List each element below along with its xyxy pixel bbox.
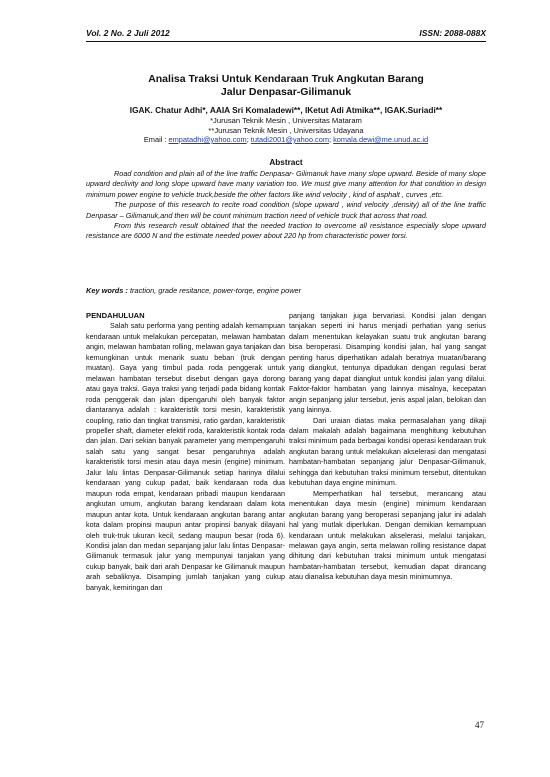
email-line	[86, 135, 486, 144]
email-link-3[interactable]: komala.dewi@me.unud.ac.id	[333, 135, 429, 144]
keywords-label: Key words :	[86, 286, 128, 295]
abstract-heading: Abstract	[269, 158, 303, 167]
abstract-paragraph: From this research result obtained that the needed traction to overcome all resistance especially slope upward resistance are 6000 N and the estimate needed power about 220 hp from characteristic power torsi.	[86, 221, 486, 241]
title-line-2: Jalur Denpasar-Gilimanuk	[220, 86, 352, 98]
body-column-right	[289, 311, 486, 583]
title-line-1: Analisa Traksi Untuk Kendaraan Truk Angkutan Barang	[148, 73, 424, 85]
keywords-line	[86, 286, 486, 295]
affiliation-1: *Jurusan Teknik Mesin , Universitas Mataram	[210, 116, 362, 125]
email-separator: ;	[328, 135, 334, 144]
body-column-left	[86, 311, 285, 593]
email-link-2[interactable]: tutadi2001@yahoo.com	[250, 135, 329, 144]
email-label: Email :	[143, 135, 169, 144]
volume-info: Vol. 2 No. 2 Juli 2012	[86, 28, 170, 38]
abstract-paragraph: The purpose of this research to recite road condition (slope upward , wind velocity ,density) all of the line traffic Denpasar – Gilimanuk,and then will be count minimum traction need of vehicle truck that across that road.	[86, 200, 486, 220]
section-heading: PENDAHULUAN	[86, 311, 145, 320]
body-paragraph: Memperhatikan hal tersebut, merancang atau menentukan daya mesin (engine) minimum kendaraan angkutan barang yang beroperasi sepanjang jalur ini adalah hal yang mutlak diperlukan. Dengan demikian kemampuan kendaraan untuk melakukan akselerasi, melalui tanjakan, melawan gaya angin, serta melawan rolling resistance dapat dihitung dari kebutuhan traksi minimum untuk mengatasi hambatan-hambatan tersebut, kemudian dapat dirancang atau dianalisa kebutuhan daya mesin minimumnya.	[289, 488, 486, 582]
body-paragraph: Salah satu performa yang penting adalah kemampuan kendaraan untuk melakukan percepatan, melawan hambatan angin, melawan hambatan rolling, melawan gaya tanjakan dan kemungkinan untuk menarik suatu beban (truk dengan muatan). Gaya yang timbul pada roda penggerak untuk melawan hambatan tersebut disebut dengan gaya dorong atau gaya traksi. Gaya traksi yang terjadi pada bidang kontak roda penggerak dan jalan dipengaruhi oleh banyak faktor diantaranya adalah : karakteristik torsi mesin, karakteristik coupling, ratio dan tingkat transmisi, ratio gardan, karakteristik propeller shaft, diameter efektif roda, karakteristik kontak roda dan jalan. Dari sekian banyak parameter yang mempengaruhi salah satu yang sangat besar pengaruhnya adalah karakteristik torsi mesin atau daya mesin (engine) minimum. Jalur lalu lintas Denpasar-Gilimanuk setiap harinya dilalui kendaraan yang cukup padat, baik kendaraan roda dua maupun roda empat, kendaraan pribadi maupun kendaraan angkutan umum, angkutan barang kendaraan dalam kota maupun antar kota. Untuk kendaraan angkutan barang antar kota dalam propinsi maupun antar propinsi banyak dilayani oleh truk-truk ukuran kecil, sedang maupun besar (roda 6). Kondisi jalan dan medan sepanjang jalur lalu lintas Denpasar-Gilimanuk termasuk jalur yang mempunyai tanjakan yang cukup banyak, baik dari arah Denpasar ke Gilimanuk maupun arah sebaliknya. Disamping jumlah tanjakan yang cukup banyak, kemiringan dan	[86, 321, 285, 592]
body-paragraph: panjang tanjakan juga bervariasi. Kondisi jalan dengan tanjakan seperti ini harus menjadi perhatian yang serius dalam menentukan kelayakan suatu truk angkutan barang bisa beroperasi. Disamping kondisi jalan, hal yang sangat penting harus diperhatikan adalah beratnya muatan/barang yang diangkut, tentunya dipadukan dengan regulasi berat barang yang dapat diangkut untuk kondisi jalan yang dilalui. Faktor-faktor hambatan yang lainnya misalnya, kecepatan angin sepanjang jalur tersebut, jenis aspal jalan, belokan dan yang lainnya.	[289, 311, 486, 415]
page-number: 47	[475, 720, 484, 730]
running-header	[86, 28, 486, 38]
header-rule	[86, 41, 486, 42]
paper-title	[86, 73, 486, 99]
author-list: IGAK. Chatur Adhi*, AAIA Sri Komaladewi**, IKetut Adi Atmika**, IGAK.Suriadi**	[129, 105, 443, 115]
keywords-text: traction, grade resitance, power-torqe, engine power	[127, 286, 302, 295]
abstract-body	[86, 169, 486, 242]
email-separator: ;	[246, 135, 251, 144]
body-paragraph: Dari uraian diatas maka permasalahan yang dikaji dalam makalah adalah bagaimana menghitung kebutuhan traksi minimum pada berbagai kondisi operasi kendaraan truk angkutan barang untuk melakukan akselerasi dan mengatasi hambatan-hambatan sepanjang jalur Denpasar-Gilimanuk, sehingga dari kebutuhan traksi minimum tersebut, ditentukan kebutuhan daya engine minimum.	[289, 415, 486, 488]
email-link-1[interactable]: empatadhi@yahoo.com	[168, 135, 247, 144]
issn-info: ISSN: 2088-088X	[419, 28, 486, 38]
abstract-paragraph: Road condition and plain all of the line traffic Denpasar- Gilimanuk have many slope upward. Beside of many slope upward declivity and long slope upward have many variation too. We must give many attention for that condition in design minimum power engine to vehicle truck,beside the other factors like wind velocity , kind of asphalt , curves ,etc.	[86, 169, 486, 199]
affiliation-2: **Jurusan Teknik Mesin , Universitas Udayana	[208, 126, 364, 135]
